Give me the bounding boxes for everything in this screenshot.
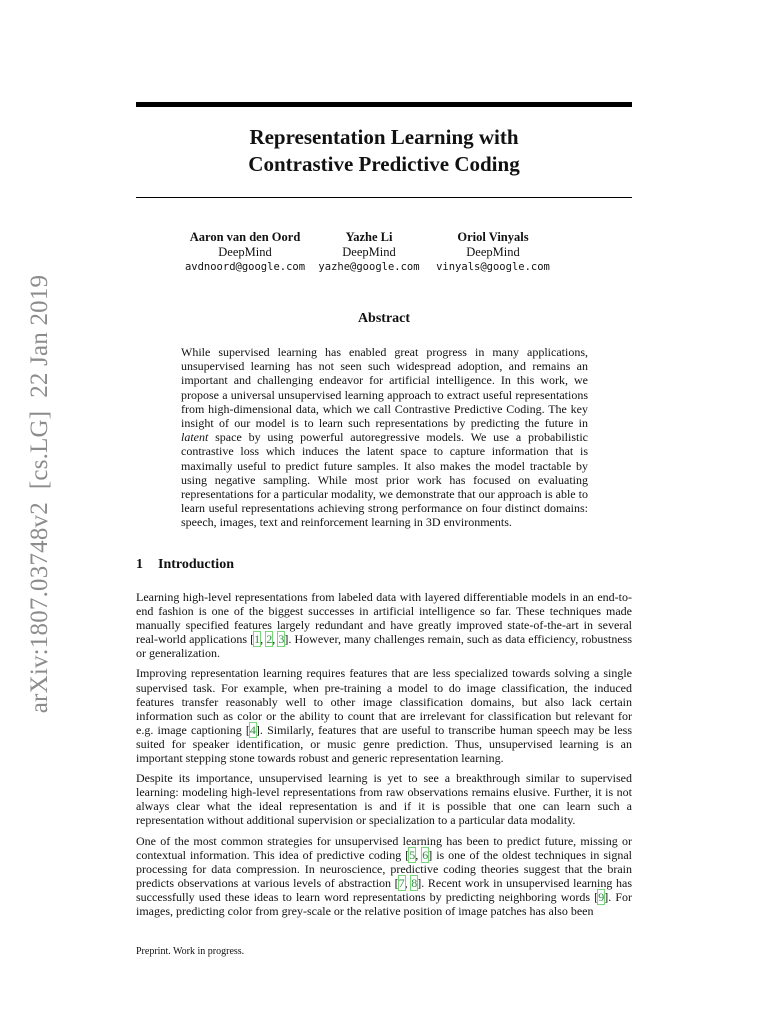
author-name: Yazhe Li — [345, 230, 393, 244]
author-block — [136, 230, 632, 290]
citation-link[interactable]: 5 — [409, 847, 416, 862]
citation-link[interactable]: 7 — [398, 875, 405, 890]
section-heading — [136, 557, 632, 573]
author-email[interactable]: yazhe@google.com — [318, 261, 420, 273]
section-title: Introduction — [158, 557, 234, 572]
citation-link[interactable]: 1 — [254, 632, 261, 647]
latent-emphasis: latent — [181, 430, 209, 445]
citation-link[interactable]: 3 — [278, 632, 285, 647]
author-affiliation: DeepMind — [218, 245, 272, 259]
section-number: 1 — [136, 557, 143, 572]
title-line-2: Contrastive Predictive Coding — [248, 152, 520, 176]
author-email[interactable]: vinyals@google.com — [436, 261, 550, 273]
paragraph-4: One of the most common strategies for unsupervised learning has been to predict future, missing or contextual information. This idea of predictive coding [5, 6] is one of the oldest techniques in signal processing for data compression. In neuroscience, predictive coding theories suggest that the brain predicts observations at various levels of abstraction [7, 8]. Recent work in unsupervised learning has successfully used these ideas to learn word representations by predicting neighboring words [9]. For images, predicting color from grey-scale or the relative position of image patches has also been — [136, 833, 633, 918]
author-3 — [408, 230, 578, 275]
paragraph-3: Despite its importance, unsupervised learning is yet to see a breakthrough similar to supervised learning: modeling high-level representations from raw observations remains elusive. Further, it is not always clear what the ideal representation is and if it is possible that one can learn such a representation without additional supervision or specialization to a particular data modality. — [136, 771, 632, 828]
paragraph-2: Improving representation learning requires features that are less specialized towards solving a single supervised task. For example, when pre-training a model to do image classification, the induced features transfer reasonably well to other image classification domains, but also lack certain information such as color or the ability to count that are irrelevant for classification but relevant for e.g. image captioning [4]. Similarly, features that are useful to transcribe human speech may be less suited for speaker identification, or music genre prediction. Thus, unsupervised learning is an important stepping stone towards robust and generic representation learning. — [136, 666, 632, 766]
citation-link[interactable]: 4 — [249, 722, 256, 737]
title-line-1: Representation Learning with — [249, 125, 519, 149]
citation-link[interactable]: 8 — [411, 875, 418, 890]
abstract-text: While supervised learning has enabled great progress in many applications, unsupervised learning has not seen such widespread adoption, and remains an important and challenging endeavor for artificial intelligence. In this work, we propose a universal unsupervised learning approach to extract useful representations from high-dimensional data, which we call Contrastive Predictive Coding. The key insight of our model is to learn such representations by predicting the future in latent space by using powerful autoregressive models. We use a probabilistic contrastive loss which induces the latent space to capture information that is maximally useful to predict future samples. It also makes the model tractable by using negative sampling. While most prior work has focused on evaluating representations for a particular modality, we demonstrate that our approach is able to learn useful representations achieving strong performance on four distinct domains: speech, images, text and reinforcement learning in 3D environments. — [181, 345, 588, 530]
arxiv-identifier — [26, 275, 54, 714]
arxiv-id: arXiv:1807.03748v2 — [26, 502, 53, 714]
introduction-body — [136, 590, 632, 924]
paragraph-1: Learning high-level representations from labeled data with layered differentiable models in an end-to-end fashion is one of the biggest successes in artificial intelligence so far. These techniques made manually specified features largely redundant and have greatly improved state-of-the-art in several real-world applications [1, 2, 3]. However, many challenges remain, such as data efficiency, robustness or generalization. — [136, 590, 633, 661]
paper-title — [136, 124, 632, 178]
citation-link[interactable]: 9 — [598, 889, 605, 904]
title-rule — [136, 197, 632, 198]
author-affiliation: DeepMind — [466, 245, 520, 259]
abstract-heading: Abstract — [357, 311, 411, 326]
author-email[interactable]: avdnoord@google.com — [184, 261, 306, 273]
citation-link[interactable]: 2 — [266, 632, 273, 647]
author-name: Oriol Vinyals — [457, 230, 529, 244]
preprint-footnote: Preprint. Work in progress. — [136, 946, 245, 957]
top-rule — [136, 102, 632, 107]
arxiv-date: 22 Jan 2019 — [26, 274, 53, 398]
author-affiliation: DeepMind — [342, 245, 396, 259]
arxiv-category: [cs.LG] — [26, 410, 53, 490]
author-name: Aaron van den Oord — [189, 230, 301, 244]
citation-link[interactable]: 6 — [422, 847, 429, 862]
